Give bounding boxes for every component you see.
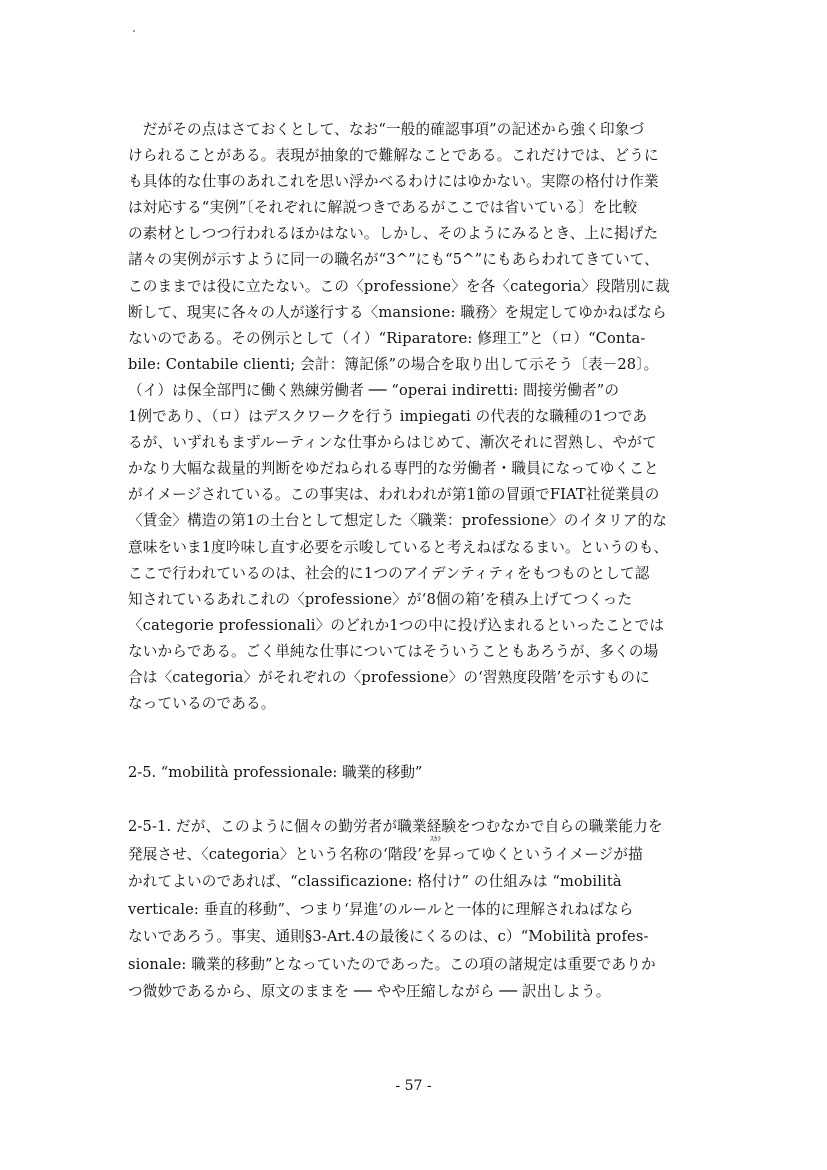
- paragraph-2: [128, 813, 724, 1006]
- text-line: ここで行われているのは、社会的に1つのアイデンティティをもつものとして認: [128, 564, 650, 582]
- text-line: るが、いずれもまずルーティンな仕事からはじめて、漸次それに習熟し、やがて: [128, 434, 657, 452]
- text-line: だがその点はさておくとして、なお“一般的確認事項”の記述から強く印象づ: [128, 121, 645, 138]
- ruby-annotation: ｽｶﾗ: [430, 834, 441, 843]
- text-line: 〈賃金〉構造の第1の土台として想定した〈職業：professione〉のイタリア的な: [128, 512, 668, 530]
- text-line: の素材としつつ行われるほかはない。しかし、そのようにみるとき、上に掲げた: [128, 225, 659, 243]
- text-line: も具体的な仕事のあれこれを思い浮かべるわけにはゆかない。実際の格付け作業: [128, 173, 659, 191]
- text-line: 1例であり、（ロ）はデスクワークを行う impiegati の代表的な職種の1つであ: [128, 408, 648, 426]
- text-line: ないのである。その例示として（イ）“Riparatore: 修理工”と（ロ）“Conta-: [128, 329, 646, 347]
- text-line: 知されているあれこれの〈professione〉が‘8個の箱’を積み上げてつくった: [128, 590, 633, 608]
- text-line: かれてよいのであれば、“classificazione: 格付け” の仕組みは “mobilità: [128, 873, 622, 890]
- text-line: 諸々の実例が示すように同一の職名が“3^”にも“5^”にもあらわれてきていて、: [128, 251, 659, 269]
- text-line: ないであろう。事実、通則§3-Art.4の最後にくるのは、c）“Mobilità profes-: [128, 928, 649, 945]
- text-line: つ微妙であるから、原文のままを ── やや圧縮しながら ── 訳出しよう。: [128, 983, 611, 1000]
- text-line: けられることがある。表現が抽象的で難解なことである。これだけでは、どうに: [128, 147, 659, 165]
- text-line: bile: Contabile clienti; 会計：簿記係”の場合を取り出して示そう〔表－28〕。: [128, 355, 659, 373]
- text-line: がイメージされている。この事実は、われわれが第1節の冒頭でFIAT社従業員の: [128, 486, 660, 504]
- text-line: 断して、現実に各々の人が遂行する〈mansione: 職務〉を規定してゆかねばなら: [128, 303, 667, 321]
- text-line: sionale: 職業的移動”となっていたのであった。この項の諸規定は重要でありか: [128, 955, 656, 973]
- text-line: verticale: 垂直的移動”、つまり‘昇進’のルールと一体的に理解されねばなら: [128, 900, 634, 918]
- page-number: - 57 -: [395, 1078, 432, 1094]
- text-line: （イ）は保全部門に働く熟練労働者 ── “operai indiretti: 間接労働者”の: [128, 381, 620, 399]
- text-line: 意味をいま1度吟味し直す必要を示唆していると考えねばなるまい。というのも、: [128, 538, 669, 556]
- text-line: は対応する“実例”〔それぞれに解説つきであるがここでは省いている〕を比較: [128, 199, 638, 217]
- text-line: 2-5-1. だが、このように個々の勤労者が職業経験をつむなかで自らの職業能力を: [128, 818, 663, 835]
- scan-speck: [133, 30, 135, 32]
- text-line-with-ruby: [128, 834, 724, 869]
- section-heading: 2-5. “mobilità professionale: 職業的移動”: [128, 764, 423, 781]
- text-line: 〈categorie professionali〉のどれか1つの中に投げ込まれるといったことでは: [128, 616, 665, 634]
- text-line: 合は〈categoria〉がそれぞれの〈professione〉の‘習熟度段階’を示すものに: [128, 668, 650, 686]
- text-line: ないからである。ごく単純な仕事についてはそういうこともあろうが、多くの場: [128, 642, 659, 660]
- text-line: なっているのである。: [128, 695, 276, 713]
- paragraph-1: [128, 117, 724, 717]
- text-line: 発展させ、〈categoria〉という名称の‘階段’を昇ってゆくというイメージが描: [128, 845, 643, 863]
- text-line: このままでは役に立たない。この〈professione〉を各〈categoria〉段階別に裁: [128, 277, 670, 295]
- text-line: かなり大幅な裁量的判断をゆだねられる専門的な労働者・職員になってゆくこと: [128, 460, 659, 478]
